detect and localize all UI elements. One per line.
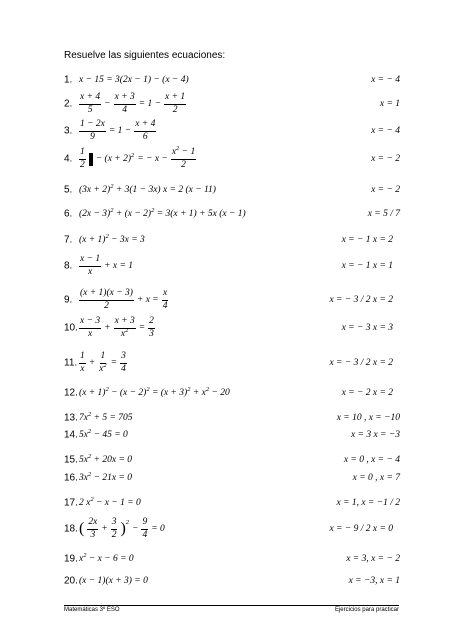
exercise-number: 17. bbox=[64, 497, 78, 509]
term: − 45 = 0 bbox=[93, 430, 128, 440]
term: + 3(1 − 3x) x = 2 (x − 11) bbox=[115, 185, 216, 195]
exercise-row bbox=[0, 92, 453, 115]
solution: x = −3, x = 1 bbox=[348, 576, 400, 586]
exercise-number: 2. bbox=[64, 98, 73, 110]
term: − 21x = 0 bbox=[93, 473, 133, 483]
exercise-row bbox=[0, 207, 453, 220]
fraction bbox=[87, 518, 98, 540]
numerator: 1 bbox=[100, 352, 107, 364]
denominator bbox=[98, 361, 107, 375]
solution: x = 1 bbox=[379, 99, 400, 109]
solution: x = 3, x = − 2 bbox=[346, 554, 400, 564]
exercise-row bbox=[0, 351, 453, 374]
exercise-row bbox=[0, 288, 453, 311]
right-paren: ) bbox=[120, 520, 126, 537]
term: − (x − 2) bbox=[111, 388, 147, 398]
operator: + bbox=[101, 524, 108, 534]
equation bbox=[79, 209, 246, 219]
numerator: 3 bbox=[111, 518, 118, 530]
term: (x + 1) bbox=[79, 388, 106, 398]
denominator: 2 bbox=[104, 300, 109, 311]
exercise-number: 3. bbox=[64, 125, 73, 137]
denominator: 5 bbox=[87, 104, 93, 115]
term: x bbox=[99, 363, 104, 374]
equation-text bbox=[79, 498, 141, 508]
footer-subject: Matemáticas 3º ESO bbox=[64, 607, 120, 613]
solution: x = 0 , x = − 4 bbox=[343, 455, 400, 465]
exponent: 2 bbox=[110, 183, 114, 190]
equation bbox=[79, 430, 128, 440]
exercise-row bbox=[0, 552, 453, 565]
numerator: x + 4 bbox=[79, 93, 101, 105]
solution: x = − 1 x = 2 bbox=[341, 235, 393, 245]
exercise-row bbox=[0, 183, 453, 196]
equation bbox=[79, 576, 148, 586]
exercise-number: 20. bbox=[64, 575, 78, 587]
operator: = − x − bbox=[137, 154, 168, 164]
exercise-number: 14. bbox=[64, 429, 78, 441]
term: 3x bbox=[79, 473, 88, 483]
operator: = bbox=[138, 323, 146, 333]
exercise-row bbox=[0, 471, 453, 484]
term: − (x + 2) bbox=[95, 154, 131, 164]
exponent: 2 bbox=[125, 326, 129, 334]
exercise-number: 5. bbox=[64, 184, 73, 196]
numerator: x − 1 bbox=[79, 255, 101, 267]
term: + x bbox=[192, 388, 206, 398]
exercise-row bbox=[0, 386, 453, 399]
numerator: x − 3 bbox=[79, 317, 101, 329]
exercise-row bbox=[0, 254, 453, 277]
equation bbox=[79, 145, 196, 170]
fraction bbox=[114, 93, 136, 115]
exercise-row bbox=[0, 575, 453, 587]
operator: = bbox=[110, 358, 118, 368]
fraction bbox=[79, 317, 101, 339]
denominator: 2 bbox=[111, 529, 117, 540]
exercise-row bbox=[0, 428, 453, 441]
operator: = 1 − bbox=[138, 99, 162, 109]
numerator: x + 3 bbox=[114, 317, 136, 329]
equation-text: + x = 1 bbox=[104, 261, 134, 271]
exercise-number: 19. bbox=[64, 553, 78, 565]
numerator: 2 bbox=[148, 317, 155, 329]
term: 7x bbox=[79, 413, 88, 423]
fraction bbox=[148, 317, 155, 339]
solution: x = − 9 / 2 x = 0 bbox=[329, 524, 393, 534]
solution: x = − 1 x = 1 bbox=[341, 261, 393, 271]
numerator: 1 bbox=[79, 148, 86, 160]
term: − x − 6 = 0 bbox=[88, 554, 134, 564]
exponent: 2 bbox=[146, 386, 150, 393]
equation-text bbox=[79, 235, 145, 245]
term: + (x − 2) bbox=[115, 209, 152, 219]
fraction bbox=[141, 518, 148, 540]
page-heading: Resuelve las siguientes ecuaciones: bbox=[64, 50, 226, 61]
footer-divider bbox=[64, 605, 399, 606]
exercise-row bbox=[0, 496, 453, 509]
operator: = 1 − bbox=[108, 126, 132, 136]
term: 5x bbox=[79, 455, 88, 465]
equation-text: = 0 bbox=[151, 524, 165, 534]
denominator: 9 bbox=[90, 131, 95, 142]
exponent: 2 bbox=[205, 386, 210, 393]
fraction bbox=[171, 145, 196, 170]
equation-text bbox=[79, 185, 216, 195]
exponent: 2 bbox=[110, 207, 114, 214]
operator: − bbox=[132, 524, 139, 534]
exercise-number: 10. bbox=[64, 322, 78, 334]
footer-title: Ejercicios para practicar bbox=[334, 607, 399, 613]
term: (2x − 3) bbox=[79, 209, 111, 219]
equation bbox=[79, 554, 134, 564]
exponent: 2 bbox=[151, 207, 155, 214]
exercise-number: 13. bbox=[64, 412, 78, 424]
solution: x = 10 , x = −10 bbox=[336, 413, 400, 423]
exercise-row bbox=[0, 74, 453, 86]
equation bbox=[79, 388, 230, 398]
exponent: 2 bbox=[90, 496, 94, 503]
denominator: 4 bbox=[122, 104, 127, 115]
equation-text bbox=[79, 209, 246, 219]
equation-text bbox=[79, 554, 134, 564]
exponent: 2 bbox=[176, 145, 180, 152]
fraction bbox=[79, 289, 134, 311]
exercise-number: 6. bbox=[64, 208, 73, 220]
denominator: 3 bbox=[90, 529, 96, 540]
equation-text bbox=[79, 473, 132, 483]
exercise-number: 18. bbox=[64, 523, 78, 535]
exercise-row bbox=[0, 233, 453, 246]
numerator: 9 bbox=[141, 518, 148, 530]
numerator bbox=[171, 145, 196, 160]
solution: x = − 3 x = 3 bbox=[341, 323, 393, 333]
equation bbox=[79, 317, 155, 339]
equation bbox=[79, 473, 132, 483]
exercise-number: 12. bbox=[64, 387, 78, 399]
fraction bbox=[98, 352, 107, 374]
fraction bbox=[120, 352, 127, 374]
term: x bbox=[120, 328, 126, 339]
fraction bbox=[79, 352, 86, 374]
exercise-number: 11. bbox=[64, 357, 78, 369]
exponent: 2 bbox=[87, 471, 92, 478]
equation-text bbox=[79, 430, 128, 440]
exercise-number: 16. bbox=[64, 472, 78, 484]
bracket-mark bbox=[89, 153, 93, 166]
operator: + bbox=[88, 358, 96, 368]
equation bbox=[79, 498, 141, 508]
solution: x = 3 x = −3 bbox=[350, 430, 400, 440]
exercise-row bbox=[0, 517, 453, 540]
term: = 3(x + 1) + 5x (x − 1) bbox=[156, 209, 246, 219]
equation-text bbox=[120, 521, 129, 537]
term: − x − 1 = 0 bbox=[95, 498, 141, 508]
exercise-number: 8. bbox=[64, 260, 73, 272]
exercise-row bbox=[0, 145, 453, 170]
equation-text: x − 15 = 3(2x − 1) − (x − 4) bbox=[79, 75, 189, 85]
equation bbox=[79, 289, 168, 311]
solution: x = − 4 bbox=[371, 75, 400, 85]
solution: x = 5 / 7 bbox=[367, 209, 400, 219]
denominator: 2 bbox=[181, 159, 186, 170]
term: + 20x = 0 bbox=[93, 455, 133, 465]
denominator: x bbox=[80, 363, 85, 374]
exponent: 2 bbox=[87, 428, 92, 435]
exercise-number: 9. bbox=[64, 294, 73, 306]
denominator: 4 bbox=[142, 529, 148, 540]
exercise-row bbox=[0, 119, 453, 142]
equation-text bbox=[79, 413, 133, 423]
solution: x = − 3 / 2 x = 2 bbox=[329, 358, 393, 368]
equation bbox=[79, 185, 216, 195]
term: (x + 1) bbox=[79, 235, 106, 245]
exponent: 2 bbox=[87, 453, 92, 460]
fraction bbox=[79, 255, 101, 277]
term: = (x + 3) bbox=[151, 388, 188, 398]
term: 2 x bbox=[79, 498, 91, 508]
term: + 5 = 705 bbox=[93, 413, 133, 423]
denominator: 2 bbox=[172, 104, 178, 115]
equation bbox=[79, 75, 189, 85]
numerator: x + 3 bbox=[114, 93, 136, 105]
denominator bbox=[120, 326, 129, 340]
operator: + x = bbox=[136, 295, 159, 305]
numerator: 1 − 2x bbox=[79, 120, 106, 132]
exponent: 2 bbox=[87, 411, 92, 418]
equation bbox=[79, 455, 132, 465]
exponent: 2 bbox=[187, 386, 191, 393]
exercise-row bbox=[0, 316, 453, 339]
equation-text bbox=[96, 154, 135, 164]
denominator: 2 bbox=[80, 159, 85, 170]
equation bbox=[79, 255, 133, 277]
equation bbox=[79, 352, 127, 374]
fraction bbox=[79, 148, 86, 170]
solution: x = − 4 bbox=[371, 126, 400, 136]
term: − 1 bbox=[181, 147, 196, 157]
numerator: x + 1 bbox=[164, 93, 186, 105]
numerator: x bbox=[162, 289, 168, 301]
exercise-number: 4. bbox=[64, 153, 73, 165]
term: x bbox=[79, 554, 84, 564]
term: − 20 bbox=[211, 388, 230, 398]
numerator: 2x bbox=[87, 518, 98, 530]
operator: − bbox=[104, 99, 111, 109]
exercise-row bbox=[0, 453, 453, 466]
fraction bbox=[79, 93, 101, 115]
exponent: 2 bbox=[105, 386, 109, 393]
denominator: 4 bbox=[162, 300, 168, 311]
exponent: 2 bbox=[83, 552, 87, 559]
equation bbox=[79, 413, 133, 423]
term: 5x bbox=[79, 430, 88, 440]
numerator: 3 bbox=[120, 352, 127, 364]
operator: + bbox=[104, 323, 111, 333]
denominator: 4 bbox=[121, 363, 126, 374]
solution: x = − 2 x = 2 bbox=[341, 388, 393, 398]
numerator: (x + 1)(x − 3) bbox=[79, 289, 134, 301]
equation bbox=[79, 120, 156, 142]
solution: x = 1, x = −1 / 2 bbox=[336, 498, 400, 508]
fraction bbox=[162, 289, 169, 311]
denominator: 3 bbox=[149, 328, 154, 339]
fraction bbox=[114, 317, 136, 339]
term: (3x + 2) bbox=[79, 185, 111, 195]
exercise-number: 15. bbox=[64, 454, 78, 466]
equation-text bbox=[79, 388, 230, 398]
denominator: x bbox=[87, 266, 93, 277]
exponent: 2 bbox=[105, 233, 109, 240]
denominator: 6 bbox=[142, 131, 148, 142]
equation bbox=[79, 93, 186, 115]
solution: x = − 2 bbox=[371, 185, 400, 195]
exercise-number: 1. bbox=[64, 74, 73, 86]
exponent: 2 bbox=[131, 152, 135, 159]
exercise-number: 7. bbox=[64, 234, 73, 246]
solution: x = − 2 bbox=[371, 154, 400, 164]
numerator: x + 4 bbox=[134, 120, 156, 132]
equation-text bbox=[79, 455, 132, 465]
solution: x = − 3 / 2 x = 2 bbox=[329, 295, 393, 305]
exponent: 2 bbox=[125, 519, 130, 526]
fraction bbox=[134, 120, 156, 142]
term: − 3x = 3 bbox=[111, 235, 145, 245]
exercise-row bbox=[0, 411, 453, 424]
numerator: 1 bbox=[79, 352, 86, 364]
fraction bbox=[111, 518, 118, 540]
equation-text: (x − 1)(x + 3) = 0 bbox=[79, 576, 148, 586]
left-paren: ( bbox=[79, 520, 85, 537]
solution: x = 0 , x = 7 bbox=[352, 473, 400, 483]
equation bbox=[79, 235, 145, 245]
exponent: 2 bbox=[103, 361, 107, 369]
fraction bbox=[164, 93, 186, 115]
term: x bbox=[171, 147, 177, 157]
equation bbox=[79, 518, 165, 540]
denominator: x bbox=[87, 328, 93, 339]
fraction bbox=[79, 120, 106, 142]
